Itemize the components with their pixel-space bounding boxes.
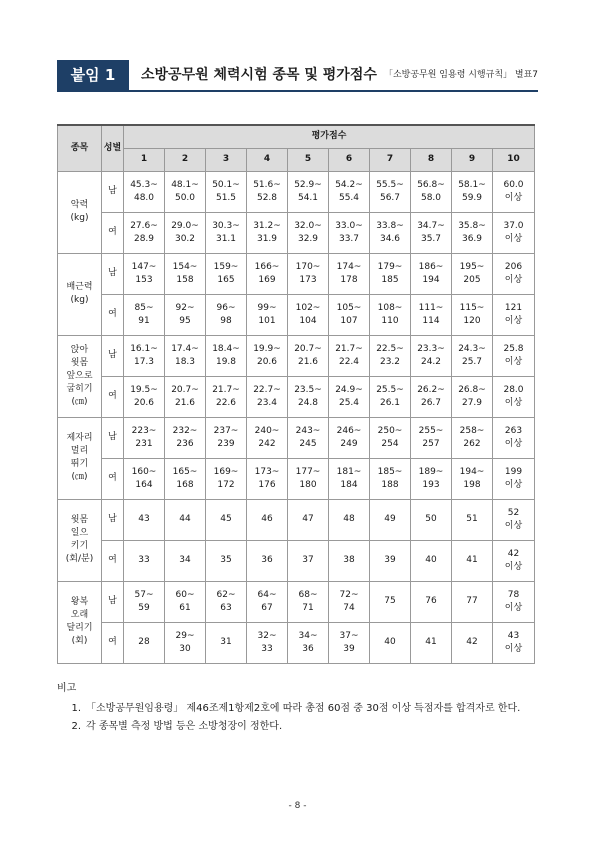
- score-cell: 40: [370, 622, 411, 663]
- score-cell: 195~ 205: [452, 253, 493, 294]
- document-title: 소방공무원 체력시험 종목 및 평가점수: [141, 67, 377, 83]
- score-cell: 19.9~ 20.6: [247, 335, 288, 376]
- score-cell: 85~ 91: [124, 294, 165, 335]
- score-cell: 26.2~ 26.7: [411, 376, 452, 417]
- score-cell: 27.6~ 28.9: [124, 212, 165, 253]
- score-cell: 75: [370, 581, 411, 622]
- score-cell: 25.8 이상: [493, 335, 535, 376]
- score-cell: 99~ 101: [247, 294, 288, 335]
- score-column-header: 2: [165, 148, 206, 171]
- score-cell: 26.8~ 27.9: [452, 376, 493, 417]
- table-row: [58, 171, 535, 212]
- score-cell: 36: [247, 540, 288, 581]
- score-cell: 255~ 257: [411, 417, 452, 458]
- table-row: [58, 417, 535, 458]
- score-cell: 29~ 30: [165, 622, 206, 663]
- sex-cell: 남: [102, 581, 124, 622]
- remark-item: [57, 700, 542, 718]
- score-cell: 68~ 71: [288, 581, 329, 622]
- score-cell: 45.3~ 48.0: [124, 171, 165, 212]
- score-cell: 43: [124, 499, 165, 540]
- score-cell: 33.8~ 34.6: [370, 212, 411, 253]
- remark-text: 「소방공무원임용령」 제46조제1항제2호에 따라 총점 60점 중 30점 이상 득점자를 합격자로 한다.: [86, 703, 521, 714]
- score-cell: 50: [411, 499, 452, 540]
- event-name-cell: 악력 (kg): [58, 171, 102, 253]
- score-cell: 42 이상: [493, 540, 535, 581]
- remarks-heading: 비고: [57, 683, 77, 694]
- score-column-header: 10: [493, 148, 535, 171]
- sex-cell: 여: [102, 212, 124, 253]
- score-cell: 25.5~ 26.1: [370, 376, 411, 417]
- score-cell: 22.5~ 23.2: [370, 335, 411, 376]
- remark-number: 1.: [71, 703, 81, 714]
- table-row: [58, 622, 535, 663]
- score-cell: 165~ 168: [165, 458, 206, 499]
- score-cell: 76: [411, 581, 452, 622]
- table-row: [58, 376, 535, 417]
- score-header-row: [58, 148, 535, 171]
- score-cell: 47: [288, 499, 329, 540]
- score-cell: 37: [288, 540, 329, 581]
- score-cell: 48.1~ 50.0: [165, 171, 206, 212]
- score-cell: 54.2~ 55.4: [329, 171, 370, 212]
- score-cell: 243~ 245: [288, 417, 329, 458]
- score-cell: 181~ 184: [329, 458, 370, 499]
- event-column-header: 종목: [58, 125, 102, 171]
- score-column-header: 7: [370, 148, 411, 171]
- score-cell: 246~ 249: [329, 417, 370, 458]
- header-divider: [57, 90, 538, 92]
- remark-number: 2.: [71, 721, 81, 732]
- score-cell: 121 이상: [493, 294, 535, 335]
- score-cell: 263 이상: [493, 417, 535, 458]
- event-name-cell: 제자리 멀리 뛰기 (㎝): [58, 417, 102, 499]
- sex-cell: 여: [102, 458, 124, 499]
- score-cell: 102~ 104: [288, 294, 329, 335]
- score-cell: 37~ 39: [329, 622, 370, 663]
- score-cell: 206 이상: [493, 253, 535, 294]
- score-cell: 48: [329, 499, 370, 540]
- score-cell: 160~ 164: [124, 458, 165, 499]
- score-cell: 32.0~ 32.9: [288, 212, 329, 253]
- score-cell: 250~ 254: [370, 417, 411, 458]
- score-cell: 147~ 153: [124, 253, 165, 294]
- sex-cell: 남: [102, 499, 124, 540]
- sex-cell: 여: [102, 294, 124, 335]
- score-cell: 105~ 107: [329, 294, 370, 335]
- score-cell: 35: [206, 540, 247, 581]
- score-cell: 17.4~ 18.3: [165, 335, 206, 376]
- sex-cell: 여: [102, 622, 124, 663]
- score-cell: 23.3~ 24.2: [411, 335, 452, 376]
- table-row: [58, 212, 535, 253]
- score-cell: 52.9~ 54.1: [288, 171, 329, 212]
- event-name-cell: 왕복 오래 달리기 (회): [58, 581, 102, 663]
- sex-cell: 남: [102, 335, 124, 376]
- score-cell: 21.7~ 22.6: [206, 376, 247, 417]
- score-cell: 16.1~ 17.3: [124, 335, 165, 376]
- page-number: - 8 -: [288, 801, 307, 811]
- score-cell: 57~ 59: [124, 581, 165, 622]
- table-header: [58, 125, 535, 171]
- score-cell: 60.0 이상: [493, 171, 535, 212]
- score-cell: 43 이상: [493, 622, 535, 663]
- table-row: [58, 458, 535, 499]
- score-column-header: 3: [206, 148, 247, 171]
- score-cell: 37.0 이상: [493, 212, 535, 253]
- sex-cell: 남: [102, 253, 124, 294]
- score-cell: 44: [165, 499, 206, 540]
- score-column-header: 8: [411, 148, 452, 171]
- score-cell: 19.5~ 20.6: [124, 376, 165, 417]
- score-cell: 51.6~ 52.8: [247, 171, 288, 212]
- score-cell: 52 이상: [493, 499, 535, 540]
- score-column-header: 4: [247, 148, 288, 171]
- score-cell: 170~ 173: [288, 253, 329, 294]
- score-cell: 64~ 67: [247, 581, 288, 622]
- score-cell: 24.3~ 25.7: [452, 335, 493, 376]
- sex-cell: 여: [102, 540, 124, 581]
- score-cell: 173~ 176: [247, 458, 288, 499]
- score-cell: 177~ 180: [288, 458, 329, 499]
- sex-cell: 남: [102, 417, 124, 458]
- table-row: [58, 294, 535, 335]
- score-cell: 62~ 63: [206, 581, 247, 622]
- score-cell: 22.7~ 23.4: [247, 376, 288, 417]
- score-cell: 199 이상: [493, 458, 535, 499]
- sex-cell: 남: [102, 171, 124, 212]
- score-cell: 40: [411, 540, 452, 581]
- source-regulation: 「소방공무원 임용령 시행규칙」 별표7: [383, 70, 538, 80]
- score-cell: 223~ 231: [124, 417, 165, 458]
- score-cell: 23.5~ 24.8: [288, 376, 329, 417]
- score-cell: 232~ 236: [165, 417, 206, 458]
- score-cell: 34: [165, 540, 206, 581]
- score-cell: 169~ 172: [206, 458, 247, 499]
- score-cell: 166~ 169: [247, 253, 288, 294]
- score-cell: 55.5~ 56.7: [370, 171, 411, 212]
- score-cell: 34~ 36: [288, 622, 329, 663]
- score-cell: 58.1~ 59.9: [452, 171, 493, 212]
- score-cell: 24.9~ 25.4: [329, 376, 370, 417]
- event-name-cell: 윗몸 일으 키기 (회/분): [58, 499, 102, 581]
- score-cell: 31.2~ 31.9: [247, 212, 288, 253]
- score-cell: 189~ 193: [411, 458, 452, 499]
- score-cell: 78 이상: [493, 581, 535, 622]
- score-cell: 240~ 242: [247, 417, 288, 458]
- score-cell: 41: [411, 622, 452, 663]
- score-cell: 186~ 194: [411, 253, 452, 294]
- score-cell: 35.8~ 36.9: [452, 212, 493, 253]
- score-cell: 28: [124, 622, 165, 663]
- score-cell: 38: [329, 540, 370, 581]
- score-cell: 77: [452, 581, 493, 622]
- score-cell: 34.7~ 35.7: [411, 212, 452, 253]
- score-column-header: 6: [329, 148, 370, 171]
- score-cell: 174~ 178: [329, 253, 370, 294]
- score-cell: 46: [247, 499, 288, 540]
- score-cell: 179~ 185: [370, 253, 411, 294]
- table-row: [58, 581, 535, 622]
- score-cell: 42: [452, 622, 493, 663]
- score-cell: 29.0~ 30.2: [165, 212, 206, 253]
- score-cell: 56.8~ 58.0: [411, 171, 452, 212]
- event-name-cell: 배근력 (kg): [58, 253, 102, 335]
- score-cell: 20.7~ 21.6: [165, 376, 206, 417]
- score-cell: 49: [370, 499, 411, 540]
- score-cell: 237~ 239: [206, 417, 247, 458]
- remarks-section: [57, 680, 542, 736]
- score-cell: 21.7~ 22.4: [329, 335, 370, 376]
- table-row: [58, 335, 535, 376]
- score-cell: 159~ 165: [206, 253, 247, 294]
- score-cell: 51: [452, 499, 493, 540]
- score-cell: 31: [206, 622, 247, 663]
- score-cell: 33: [124, 540, 165, 581]
- score-cell: 45: [206, 499, 247, 540]
- sex-column-header: 성별: [102, 125, 124, 171]
- score-column-header: 9: [452, 148, 493, 171]
- score-cell: 92~ 95: [165, 294, 206, 335]
- table-row: [58, 540, 535, 581]
- score-cell: 185~ 188: [370, 458, 411, 499]
- score-cell: 111~ 114: [411, 294, 452, 335]
- score-column-header: 1: [124, 148, 165, 171]
- score-cell: 18.4~ 19.8: [206, 335, 247, 376]
- score-cell: 194~ 198: [452, 458, 493, 499]
- score-cell: 30.3~ 31.1: [206, 212, 247, 253]
- page-header: [57, 60, 538, 90]
- sex-cell: 여: [102, 376, 124, 417]
- table-row: [58, 499, 535, 540]
- score-cell: 108~ 110: [370, 294, 411, 335]
- score-cell: 72~ 74: [329, 581, 370, 622]
- remark-item: [57, 718, 542, 736]
- event-name-cell: 앉아 윗몸 앞으로 굽히기 (㎝): [58, 335, 102, 417]
- table-row: [58, 253, 535, 294]
- score-cell: 96~ 98: [206, 294, 247, 335]
- remark-text: 각 종목별 측정 방법 등은 소방청장이 정한다.: [86, 721, 283, 732]
- score-cell: 41: [452, 540, 493, 581]
- score-cell: 115~ 120: [452, 294, 493, 335]
- score-column-header: 5: [288, 148, 329, 171]
- score-group-header: 평가점수: [124, 125, 535, 148]
- score-table: [57, 124, 535, 664]
- score-cell: 33.0~ 33.7: [329, 212, 370, 253]
- score-cell: 50.1~ 51.5: [206, 171, 247, 212]
- attachment-badge: 붙임 1: [57, 60, 129, 90]
- score-cell: 154~ 158: [165, 253, 206, 294]
- score-cell: 28.0 이상: [493, 376, 535, 417]
- score-cell: 60~ 61: [165, 581, 206, 622]
- score-cell: 39: [370, 540, 411, 581]
- table-body: [58, 171, 535, 663]
- score-cell: 32~ 33: [247, 622, 288, 663]
- score-cell: 258~ 262: [452, 417, 493, 458]
- score-cell: 20.7~ 21.6: [288, 335, 329, 376]
